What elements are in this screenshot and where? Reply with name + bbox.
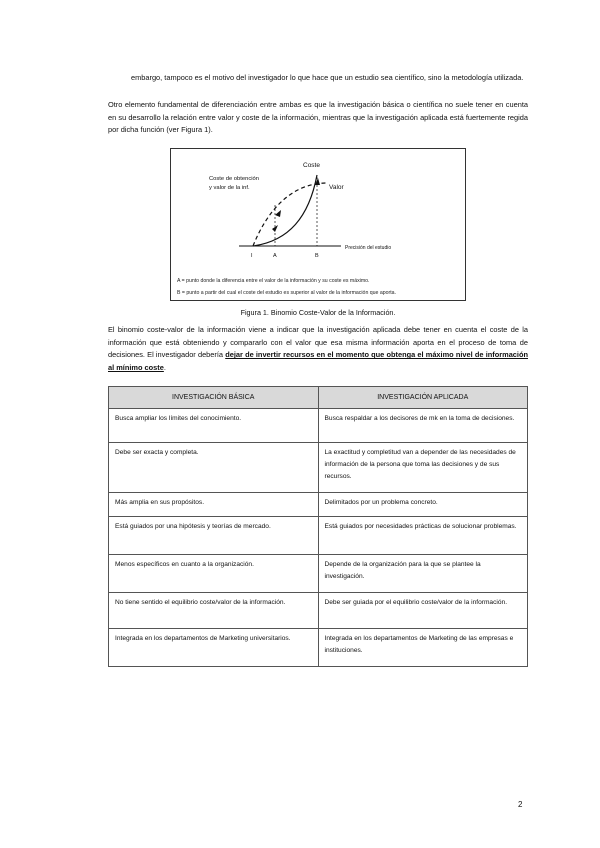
x-label: Precisión del estudio xyxy=(345,245,392,251)
tick-i: I xyxy=(251,253,253,259)
cell-applied: Delimitados por un problema concreto. xyxy=(318,493,528,517)
comparison-table xyxy=(108,386,528,667)
y-label-2: y valor de la inf. xyxy=(209,185,250,191)
cell-applied: Está guiados por necesidades prácticas de solucionar problemas. xyxy=(318,517,528,555)
cell-basic: Debe ser exacta y completa. xyxy=(109,443,319,493)
paragraph-difference: Otro elemento fundamental de diferenciación entre ambas es que la investigación básica o científica no suele tener en cuenta en su desarrollo la relación entre valor y coste de la información, mientras que la investigación aplicada está fuertemente regida por dicha función (ver Figura 1). xyxy=(108,100,528,135)
cell-basic: Menos específicos en cuanto a la organización. xyxy=(109,555,319,593)
table-row xyxy=(109,629,528,667)
cell-basic: Más amplia en sus propósitos. xyxy=(109,493,319,517)
paragraph2-underlined: dejar de invertir recursos en el momento que obtenga el máximo nivel de información al mínimo coste xyxy=(108,350,528,372)
tick-b: B xyxy=(315,253,319,259)
table-row xyxy=(109,493,528,517)
cell-applied: La exactitud y completitud van a depender de las necesidades de información de la persona que toma las decisiones y de sus recursos. xyxy=(318,443,528,493)
header-basic: INVESTIGACIÓN BÁSICA xyxy=(109,387,319,409)
cell-applied: Depende de la organización para la que se plantee la investigación. xyxy=(318,555,528,593)
cell-applied: Busca respaldar a los decisores de mk en la toma de decisiones. xyxy=(318,409,528,443)
figure-note-a: A = punto donde la diferencia entre el valor de la información y su coste es máximo. xyxy=(177,278,370,284)
paragraph2-start: El binomio coste-valor de la información viene a indicar que la investigación aplicada debe tener en cuenta el coste de la información que está obteniendo y compararlo con el valor que esa misma información aporta en el proceso de toma de decisiones. El investigador debería xyxy=(108,325,528,360)
table-row xyxy=(109,593,528,629)
value-curve xyxy=(253,183,327,246)
table-row xyxy=(109,517,528,555)
cell-applied: Integrada en los departamentos de Marketing de las empresas e instituciones. xyxy=(318,629,528,667)
table-row xyxy=(109,443,528,493)
figure-caption: Figura 1. Binomio Coste-Valor de la Información. xyxy=(240,308,396,317)
y-label-1: Coste de obtención xyxy=(209,176,259,182)
cell-basic: Busca ampliar los límites del conocimiento. xyxy=(109,409,319,443)
cell-basic: No tiene sentido el equilibrio coste/valor de la información. xyxy=(109,593,319,629)
figure-note-b: B = punto a partir del cual el coste del estudio es superior al valor de la información que aporta. xyxy=(177,290,397,296)
table-row xyxy=(109,409,528,443)
cell-basic: Integrada en los departamentos de Marketing universitarios. xyxy=(109,629,319,667)
page-number: 2 xyxy=(518,800,523,809)
paragraph2-end: . xyxy=(163,362,166,372)
cost-curve xyxy=(253,175,317,246)
paragraph-binomio xyxy=(108,324,528,374)
figure-cost-value xyxy=(170,148,466,301)
table-header-row xyxy=(109,387,528,409)
coste-label: Coste xyxy=(303,162,320,169)
tick-a: A xyxy=(273,253,277,259)
cell-applied: Debe ser guiada por el equilibrio coste/valor de la información. xyxy=(318,593,528,629)
valor-label: Valor xyxy=(329,184,344,191)
value-arrow xyxy=(275,210,281,217)
intro-paragraph: embargo, tampoco es el motivo del investigador lo que hace que un estudio sea científico, sino la metodología utilizada. xyxy=(131,73,524,82)
cell-basic: Está guiados por una hipótesis y teorías de mercado. xyxy=(109,517,319,555)
figure-chart xyxy=(171,149,467,274)
header-applied: INVESTIGACIÓN APLICADA xyxy=(318,387,528,409)
table-row xyxy=(109,555,528,593)
